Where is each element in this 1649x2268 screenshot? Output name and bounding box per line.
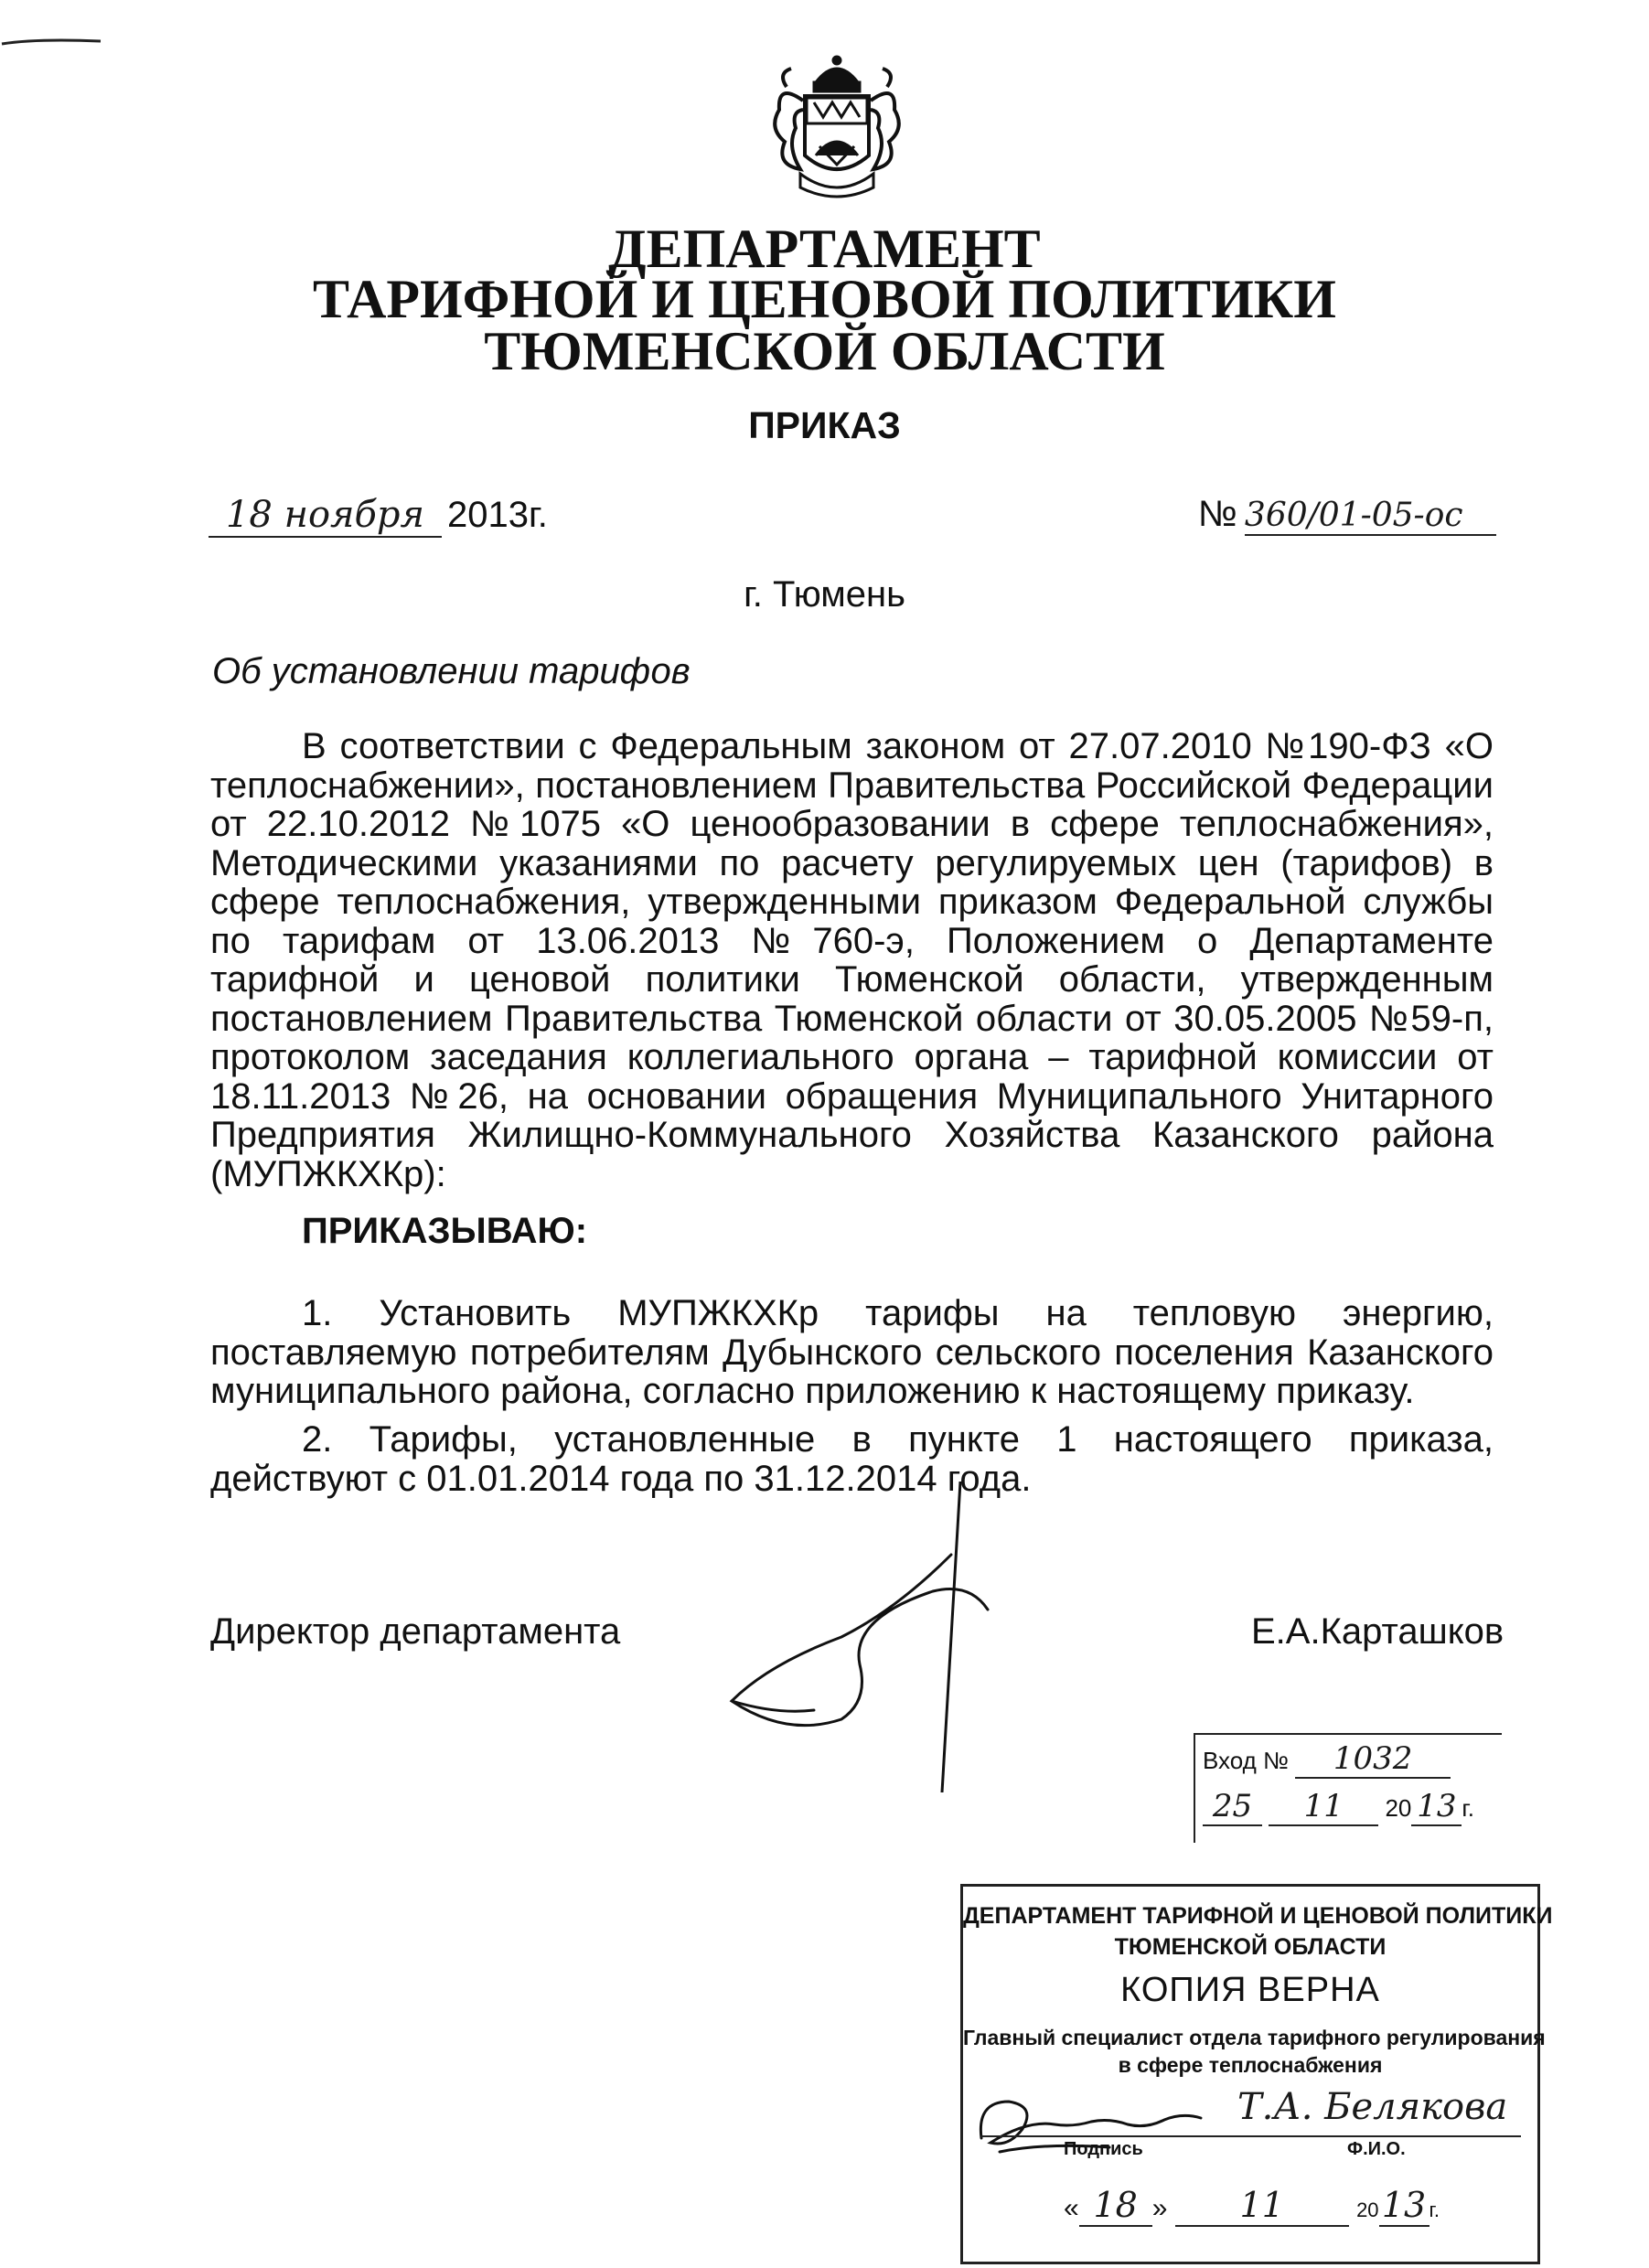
incoming-year-prefix: 20 <box>1385 1794 1412 1822</box>
order-subject: Об установлении тарифов <box>212 651 691 691</box>
coat-of-arms-emblem <box>759 55 915 206</box>
stamp-signature-label: Подпись <box>1064 2139 1143 2159</box>
incoming-registration-stamp <box>1194 1733 1502 1843</box>
order-year: 2013г. <box>447 495 548 535</box>
incoming-number-row <box>1203 1740 1451 1779</box>
preamble-paragraph: В соответствии с Федеральным законом от 27.07.2010 №190-ФЗ «О теплоснабжении», постановлением Правительства Российской Федерации от 22.10.2012 №1075 «О ценообразовании в сфере теплоснабжения», Методическими указаниями по расчету регулируемых цен (тарифов) в сфере теплоснабжения, утвержденными приказом Федеральной службы по тарифам от 13.06.2013 №760-э, Положением о Департаменте тарифной и ценовой политики Тюменской области, утвержденным постановлением Правительства Тюменской области от 30.05.2005 №59-п, протоколом заседания коллегиального органа – тарифной комиссии от 18.11.2013 №26, на основании обращения Муниципального Унитарного Предприятия Жилищно-Коммунального Хозяйства Казанского района (МУПЖКХКр): <box>210 726 1494 1194</box>
stamp-date-month: 11 <box>1175 2185 1349 2227</box>
stamp-department-line-2: ТЮМЕНСКОЙ ОБЛАСТИ <box>1114 1934 1387 1960</box>
order-keyword: ПРИКАЗЫВАЮ: <box>302 1211 588 1251</box>
stamp-fio-label: Ф.И.О. <box>1347 2139 1406 2159</box>
order-number <box>1198 494 1496 536</box>
handwritten-date: 18 ноября <box>209 494 442 538</box>
incoming-year-suffix: 13 <box>1411 1788 1462 1826</box>
stamp-department-line-1: ДЕПАРТАМЕНТ ТАРИФНОЙ И ЦЕНОВОЙ ПОЛИТИКИ <box>963 1903 1553 1929</box>
order-date <box>209 494 548 538</box>
stamp-position-line-2: в сфере теплоснабжения <box>1118 2053 1383 2077</box>
stamp-date-g: г. <box>1429 2198 1440 2221</box>
signatory-name: Е.А.Карташков <box>1251 1611 1504 1652</box>
city-line: г. Тюмень <box>744 574 905 615</box>
stamp-date-year-suffix: 13 <box>1379 2185 1429 2227</box>
department-title-line-1: ДЕПАРТАМЕНТ <box>608 219 1041 279</box>
stamp-date: « 18 » 11 2013 г. <box>1064 2185 1440 2225</box>
order-item-1: 1. Установить МУПЖКХКр тарифы на тепловую энергию, поставляемую потребителям Дубынского сельского поселения Казанского муниципального района, согласно приложению к настоящему приказу. <box>210 1293 1494 1411</box>
order-item-2: 2. Тарифы, установленные в пункте 1 настоящего приказа, действуют с 01.01.2014 года по 31.12.2014 года. <box>210 1419 1494 1499</box>
handwritten-order-number: 360/01-05-ос <box>1245 497 1496 536</box>
department-title-line-2: ТАРИФНОЙ И ЦЕНОВОЙ ПОЛИТИКИ <box>313 269 1336 329</box>
department-title-line-3: ТЮМЕНСКОЙ ОБЛАСТИ <box>484 321 1165 381</box>
incoming-year-g: г. <box>1462 1794 1474 1822</box>
director-signature <box>713 1482 1061 1792</box>
incoming-date-row <box>1203 1788 1474 1826</box>
stamp-date-year-prefix: 20 <box>1356 2198 1379 2221</box>
stamp-copy-verified: КОПИЯ ВЕРНА <box>1120 1971 1380 2009</box>
corner-scan-mark <box>0 37 110 48</box>
stamp-signature-line <box>981 2135 1521 2137</box>
signatory-title: Директор департамента <box>210 1611 621 1652</box>
stamp-fio-handwritten: Т.А. Белякова <box>1237 2086 1508 2128</box>
incoming-number: 1032 <box>1295 1740 1451 1779</box>
copy-certification-stamp <box>960 1884 1553 2264</box>
document-type-heading: ПРИКАЗ <box>748 404 901 446</box>
incoming-day: 25 <box>1203 1788 1262 1826</box>
stamp-position-line-1: Главный специалист отдела тарифного регулирования <box>963 2026 1546 2049</box>
incoming-month: 11 <box>1269 1788 1378 1826</box>
number-sign: № <box>1198 494 1237 534</box>
stamp-date-day: 18 <box>1079 2185 1152 2227</box>
incoming-label: Вход № <box>1203 1747 1289 1774</box>
